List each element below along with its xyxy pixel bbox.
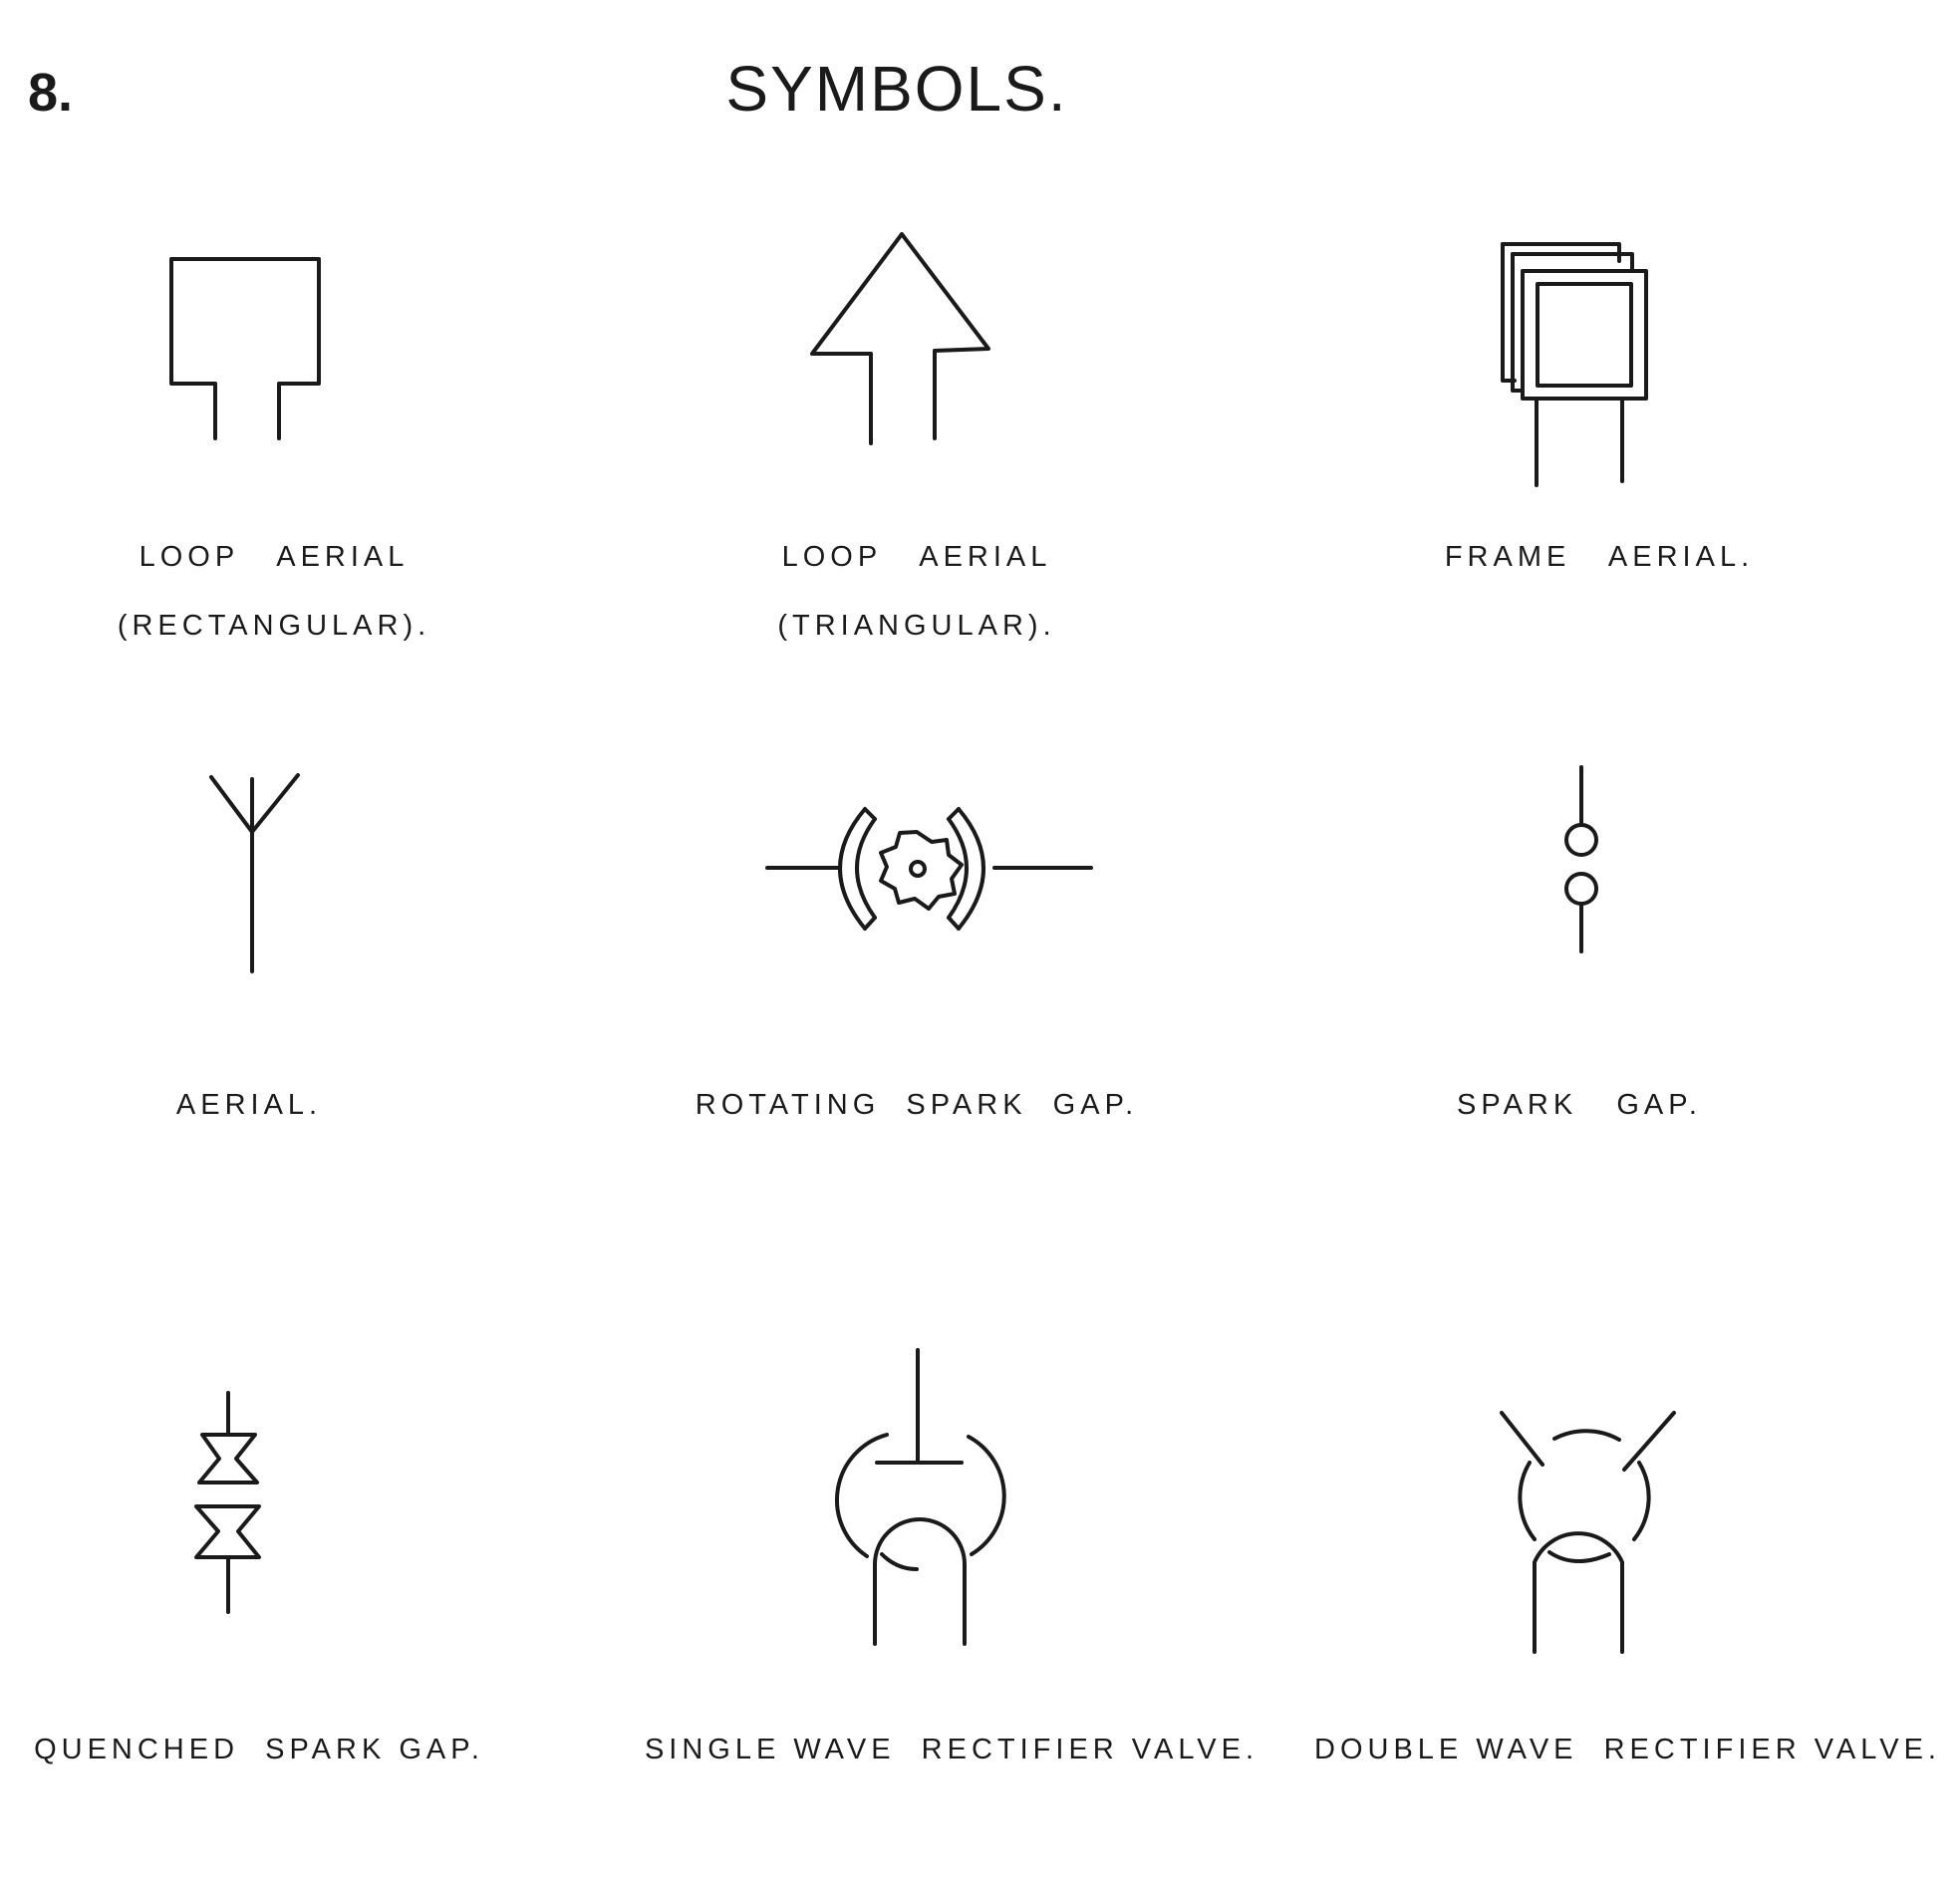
quenched-spark-gap-icon bbox=[196, 1393, 259, 1612]
loop-aerial-triangular-icon bbox=[812, 234, 988, 443]
frame-aerial-icon bbox=[1503, 244, 1646, 485]
caption-loop-aerial-rectangular-line2: (RECTANGULAR). bbox=[117, 610, 431, 642]
spark-gap-icon bbox=[1566, 767, 1596, 951]
loop-aerial-rectangular-icon bbox=[171, 259, 319, 438]
double-wave-rectifier-valve-icon bbox=[1502, 1413, 1674, 1652]
caption-aerial: AERIAL. bbox=[175, 1089, 323, 1121]
caption-double-wave-rectifier-valve: DOUBLE WAVE RECTIFIER VALVE. bbox=[1314, 1734, 1941, 1765]
caption-rotating-spark-gap: ROTATING SPARK GAP. bbox=[695, 1089, 1139, 1121]
caption-single-wave-rectifier-valve: SINGLE WAVE RECTIFIER VALVE. bbox=[644, 1734, 1260, 1765]
page-title: SYMBOLS. bbox=[725, 53, 1068, 125]
caption-loop-aerial-rectangular-line1: LOOP AERIAL bbox=[139, 541, 410, 573]
caption-loop-aerial-triangular-line2: (TRIANGULAR). bbox=[777, 610, 1056, 642]
caption-quenched-spark-gap: QUENCHED SPARK GAP. bbox=[34, 1734, 484, 1765]
caption-frame-aerial: FRAME AERIAL. bbox=[1444, 541, 1755, 573]
aerial-icon bbox=[211, 775, 298, 971]
caption-loop-aerial-triangular-line1: LOOP AERIAL bbox=[781, 541, 1052, 573]
single-wave-rectifier-valve-icon bbox=[837, 1350, 1004, 1644]
page-number: 8. bbox=[28, 63, 74, 123]
rotating-spark-gap-icon bbox=[767, 809, 1091, 929]
caption-spark-gap: SPARK GAP. bbox=[1457, 1089, 1702, 1121]
